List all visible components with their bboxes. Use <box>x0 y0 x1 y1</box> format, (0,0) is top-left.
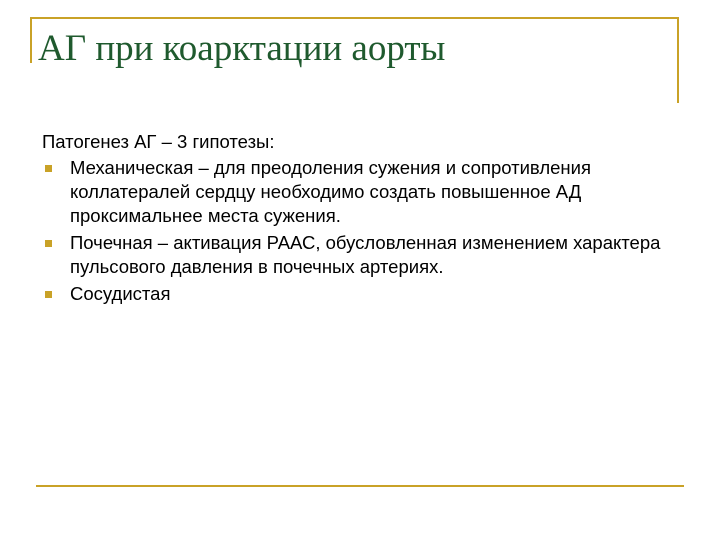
bullet-list <box>42 156 682 306</box>
frame-left-line <box>30 17 32 63</box>
square-bullet-icon <box>45 165 52 172</box>
square-bullet-icon <box>45 291 52 298</box>
frame-bottom-line <box>36 485 684 487</box>
slide-content <box>42 130 682 309</box>
bullet-text: Механическая – для преодоления сужения и сопротивления коллатералей сердцу необходимо создать повышенное АД проксимальнее места сужения. <box>70 157 591 226</box>
slide-title: АГ при коарктации аорты <box>38 28 446 69</box>
bullet-item-renal <box>42 231 682 279</box>
lead-text: Патогенез АГ – 3 гипотезы: <box>42 131 275 152</box>
bullet-text: Сосудистая <box>70 283 171 304</box>
square-bullet-icon <box>45 240 52 247</box>
frame-top-line <box>30 17 678 19</box>
bullet-item-vascular <box>42 282 682 306</box>
frame-right-line <box>677 17 679 103</box>
bullet-text: Почечная – активация РААС, обусловленная изменением характера пульсового давления в почечных артериях. <box>70 232 661 277</box>
bullet-item-mechanical <box>42 156 682 228</box>
